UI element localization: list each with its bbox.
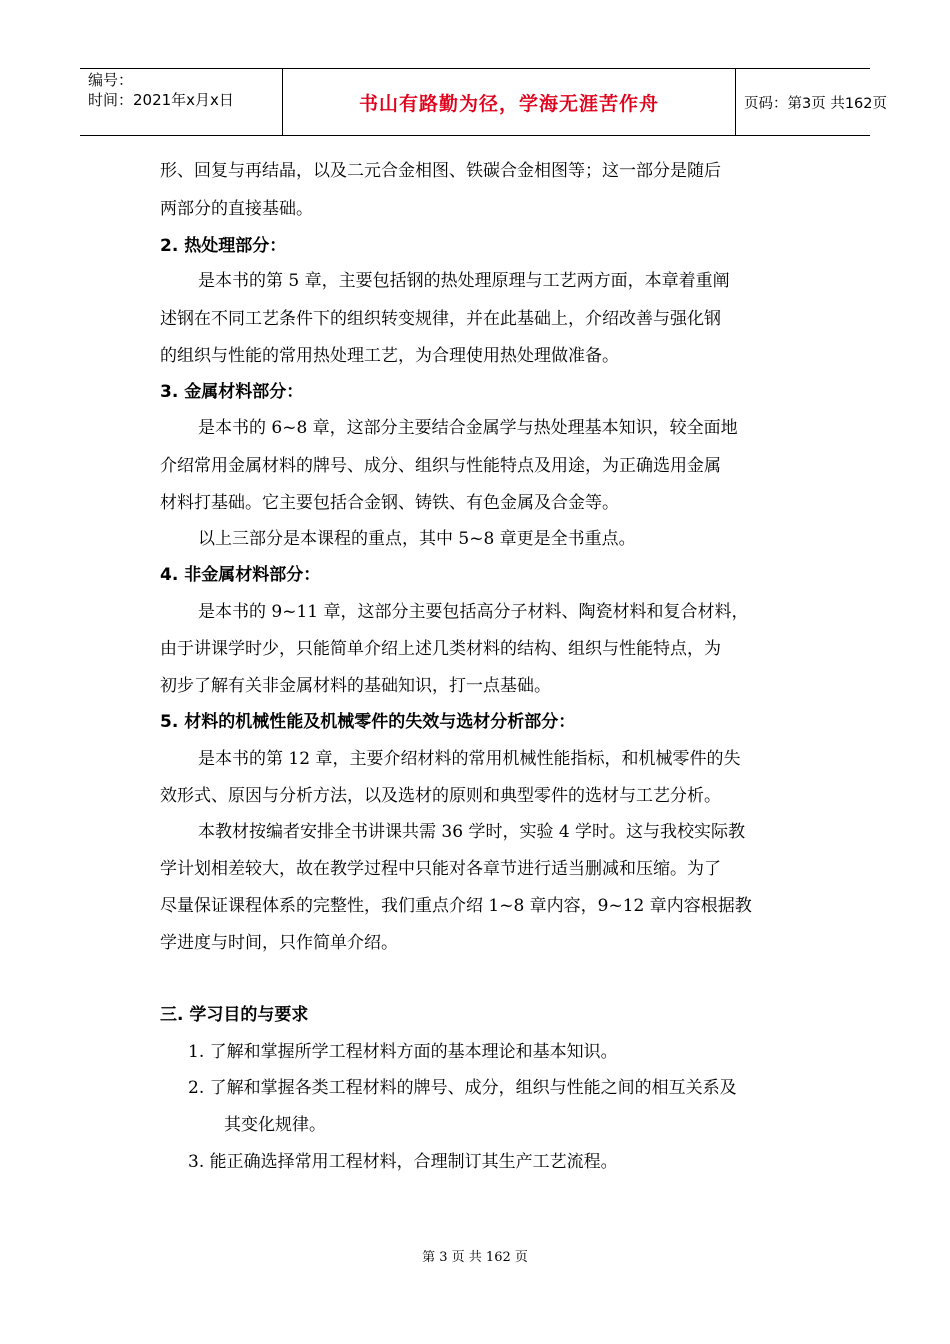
section-heading-learning-objectives: 三. 学习目的与要求 (160, 1005, 309, 1025)
header-page-cell (736, 69, 888, 135)
body-line: 学进度与时间，只作简单介绍。 (160, 933, 398, 953)
header-motto-cell (282, 69, 736, 135)
body-line: 本教材按编者安排全书讲课共需 36 学时，实验 4 学时。这与我校实际教 (198, 822, 746, 842)
body-line: 的组织与性能的常用热处理工艺，为合理使用热处理做准备。 (160, 346, 619, 366)
body-line: 初步了解有关非金属材料的基础知识，打一点基础。 (160, 676, 551, 696)
section-heading-nonmetal-materials: 4. 非金属材料部分： (160, 565, 321, 585)
body-line: 是本书的第 5 章，主要包括钢的热处理原理与工艺两方面，本章着重阐 (198, 271, 730, 291)
body-line: 以上三部分是本课程的重点，其中 5~8 章更是全书重点。 (198, 529, 636, 549)
body-line: 材料打基础。它主要包括合金钢、铸铁、有色金属及合金等。 (160, 493, 619, 513)
header-meta-cell (80, 69, 282, 135)
list-item: 3. 能正确选择常用工程材料，合理制订其生产工艺流程。 (188, 1152, 618, 1172)
body-line: 尽量保证课程体系的完整性，我们重点介绍 1~8 章内容，9~12 章内容根据教 (160, 896, 752, 916)
serial-label: 编号： (88, 71, 134, 89)
section-heading-metal-materials: 3. 金属材料部分： (160, 382, 304, 402)
section-heading-mechanical-properties: 5. 材料的机械性能及机械零件的失效与选材分析部分： (160, 712, 576, 732)
list-item: 1. 了解和掌握所学工程材料方面的基本理论和基本知识。 (188, 1042, 618, 1062)
body-line: 介绍常用金属材料的牌号、成分、组织与性能特点及用途，为正确选用金属 (160, 456, 721, 476)
body-line: 是本书的 6~8 章，这部分主要结合金属学与热处理基本知识，较全面地 (198, 418, 738, 438)
body-line: 形、回复与再结晶，以及二元合金相图、铁碳合金相图等；这一部分是随后 (160, 161, 721, 181)
body-line: 是本书的第 12 章，主要介绍材料的常用机械性能指标，和机械零件的失 (198, 749, 741, 769)
date-label: 时间：2021年x月x日 (88, 91, 234, 109)
motto-text: 书山有路勤为径，学海无涯苦作舟 (358, 92, 659, 115)
body-line: 效形式、原因与分析方法，以及选材的原则和典型零件的选材与工艺分析。 (160, 786, 721, 806)
section-heading-heat-treatment: 2. 热处理部分： (160, 236, 287, 256)
body-line: 学计划相差较大，故在教学过程中只能对各章节进行适当删减和压缩。为了 (160, 859, 721, 879)
page-footer: 第 3 页 共 162 页 (422, 1250, 528, 1265)
list-item: 2. 了解和掌握各类工程材料的牌号、成分，组织与性能之间的相互关系及 (188, 1078, 737, 1098)
body-line: 是本书的 9~11 章，这部分主要包括高分子材料、陶瓷材料和复合材料， (198, 602, 749, 622)
list-item-continuation: 其变化规律。 (224, 1115, 326, 1135)
body-line: 由于讲课学时少，只能简单介绍上述几类材料的结构、组织与性能特点，为 (160, 639, 721, 659)
page-header (80, 68, 888, 136)
page-info: 页码：第3页 共162页 (744, 95, 888, 112)
body-line: 述钢在不同工艺条件下的组织转变规律，并在此基础上，介绍改善与强化钢 (160, 309, 721, 329)
body-line: 两部分的直接基础。 (160, 199, 313, 219)
